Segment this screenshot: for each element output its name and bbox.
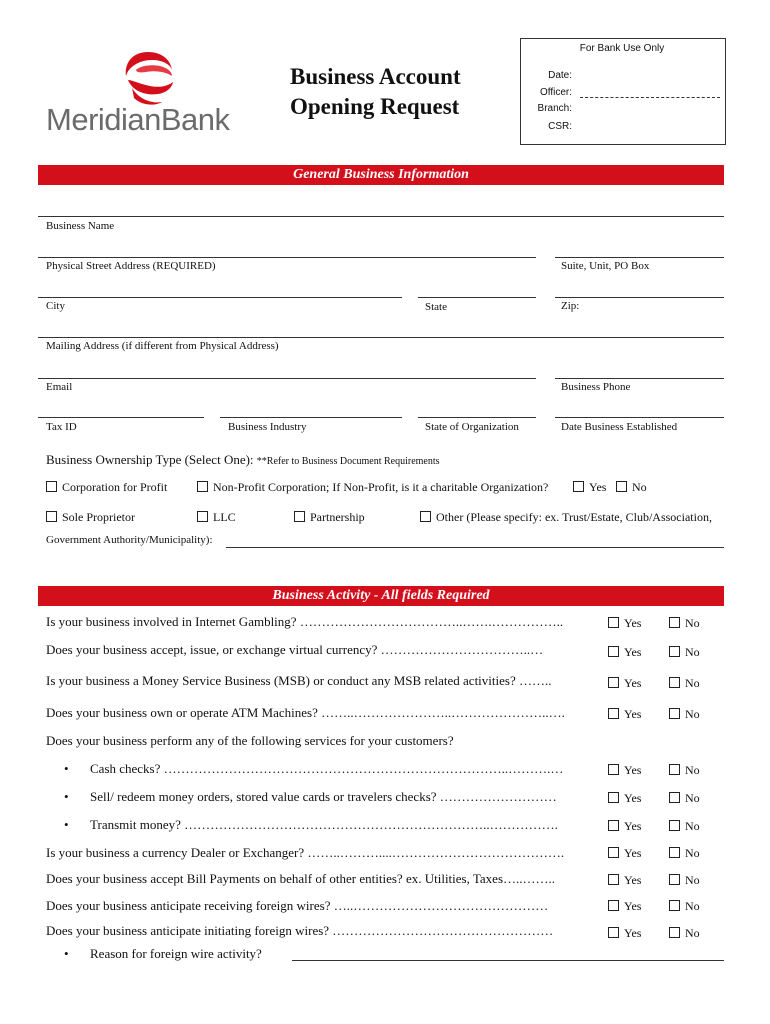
- checkbox[interactable]: [669, 820, 680, 831]
- q-initiating-wires-yes[interactable]: [608, 926, 641, 941]
- government-label: Government Authority/Municipality):: [46, 534, 213, 546]
- business-activity-heading: Business Activity - All fields Required: [38, 586, 724, 606]
- zip-label: Zip:: [561, 300, 580, 312]
- checkbox[interactable]: [669, 792, 680, 803]
- city-label: City: [46, 300, 65, 312]
- no-label: No: [685, 846, 700, 860]
- tax-id-line[interactable]: [38, 417, 204, 418]
- date-established-line[interactable]: [555, 417, 724, 418]
- q-transmit-money-yes[interactable]: [608, 819, 641, 834]
- q-virtual-currency-yes[interactable]: [608, 645, 641, 660]
- ownership-heading-text: Business Ownership Type (Select One):: [46, 452, 257, 467]
- q-money-orders: Sell/ redeem money orders, stored value cards or travelers checks? ………………………: [90, 789, 557, 804]
- wire-reason-line[interactable]: [292, 960, 724, 961]
- checkbox[interactable]: [616, 481, 627, 492]
- checkbox[interactable]: [608, 900, 619, 911]
- no-label: No: [685, 819, 700, 833]
- no-label: No: [685, 899, 700, 913]
- business-name-label: Business Name: [46, 220, 115, 232]
- q-initiating-wires-no[interactable]: [669, 926, 700, 941]
- option-llc[interactable]: [197, 510, 236, 525]
- yes-label: Yes: [624, 676, 642, 690]
- option-other-label: Other (Please specify: ex. Trust/Estate, Club/Association,: [436, 510, 712, 524]
- date-label: Date:: [548, 70, 572, 81]
- checkbox[interactable]: [608, 646, 619, 657]
- bank-use-heading: For Bank Use Only: [579, 43, 665, 54]
- bullet: •: [64, 817, 69, 832]
- checkbox[interactable]: [608, 677, 619, 688]
- city-line[interactable]: [38, 297, 402, 298]
- no-label: No: [685, 616, 700, 630]
- physical-address-line[interactable]: [38, 257, 536, 258]
- general-info-heading: General Business Information: [38, 165, 724, 185]
- tax-id-label: Tax ID: [46, 421, 77, 433]
- zip-line[interactable]: [555, 297, 724, 298]
- option-sole-label: Sole Proprietor: [62, 510, 135, 524]
- option-nonprofit-label: Non-Profit Corporation; If Non-Profit, is it a charitable Organization?: [213, 480, 549, 494]
- q-cash-checks-no[interactable]: [669, 763, 700, 778]
- yes-label: Yes: [624, 819, 642, 833]
- checkbox[interactable]: [608, 820, 619, 831]
- q-bill-payments-yes[interactable]: [608, 873, 641, 888]
- checkbox[interactable]: [197, 481, 208, 492]
- q-cash-checks-yes[interactable]: [608, 763, 641, 778]
- yes-label: Yes: [624, 926, 642, 940]
- checkbox[interactable]: [294, 511, 305, 522]
- q-internet-gambling-no[interactable]: [669, 616, 700, 631]
- option-corp-profit[interactable]: [46, 480, 167, 495]
- yes-label: Yes: [624, 873, 642, 887]
- ownership-note: **Refer to Business Document Requirements: [256, 456, 440, 467]
- option-llc-label: LLC: [213, 510, 236, 524]
- q-msb-no[interactable]: [669, 676, 700, 691]
- checkbox[interactable]: [669, 847, 680, 858]
- charitable-no[interactable]: [616, 480, 647, 495]
- ownership-heading: [46, 451, 440, 469]
- bullet: •: [64, 789, 69, 804]
- q-transmit-money-no[interactable]: [669, 819, 700, 834]
- yes-label: Yes: [624, 707, 642, 721]
- industry-label: Business Industry: [228, 421, 307, 433]
- checkbox[interactable]: [669, 927, 680, 938]
- q-internet-gambling-yes[interactable]: [608, 616, 641, 631]
- officer-label: Officer:: [539, 87, 572, 98]
- officer-line[interactable]: [580, 97, 720, 98]
- checkbox[interactable]: [46, 481, 57, 492]
- checkbox[interactable]: [420, 511, 431, 522]
- date-established-label: Date Business Established: [561, 421, 678, 433]
- physical-address-label: Physical Street Address (REQUIRED): [46, 260, 216, 272]
- option-nonprofit[interactable]: [197, 480, 548, 495]
- form-title-line1: Business Account: [290, 64, 461, 89]
- q-transmit-money: Transmit money? ……………………………………………………………..…………….: [90, 817, 558, 832]
- q-msb-yes[interactable]: [608, 676, 641, 691]
- csr-label: CSR:: [548, 121, 572, 132]
- q-bill-payments-no[interactable]: [669, 873, 700, 888]
- checkbox[interactable]: [197, 511, 208, 522]
- bank-logo-text: MeridianBank: [46, 102, 230, 137]
- checkbox[interactable]: [608, 708, 619, 719]
- charitable-no-label: No: [632, 480, 647, 494]
- q-cash-checks: Cash checks? ……………………………………………………………………..……….…: [90, 761, 564, 776]
- suite-line[interactable]: [555, 257, 724, 258]
- q-money-orders-no[interactable]: [669, 791, 700, 806]
- state-line[interactable]: [418, 297, 536, 298]
- option-partnership-label: Partnership: [310, 510, 365, 524]
- q-atm-no[interactable]: [669, 707, 700, 722]
- yes-label: Yes: [624, 616, 642, 630]
- q-wire-reason: Reason for foreign wire activity?: [90, 946, 262, 961]
- no-label: No: [685, 676, 700, 690]
- business-phone-label: Business Phone: [561, 381, 631, 393]
- q-virtual-currency-no[interactable]: [669, 645, 700, 660]
- state-org-label: State of Organization: [425, 421, 519, 433]
- email-line[interactable]: [38, 378, 536, 379]
- q-atm: Does your business own or operate ATM Machines? ……..…………………..…………………..….: [46, 705, 565, 720]
- checkbox[interactable]: [608, 847, 619, 858]
- checkbox[interactable]: [669, 764, 680, 775]
- state-label: State: [425, 301, 447, 313]
- q-msb: Is your business a Money Service Business (MSB) or conduct any MSB related activities? ……..: [46, 673, 552, 688]
- yes-label: Yes: [624, 645, 642, 659]
- mailing-address-label: Mailing Address (if different from Physical Address): [46, 340, 279, 352]
- charitable-yes[interactable]: [573, 480, 606, 495]
- checkbox[interactable]: [669, 708, 680, 719]
- q-internet-gambling: Is your business involved in Internet Gambling? ………………………………..…….……………..: [46, 614, 564, 629]
- checkbox[interactable]: [669, 874, 680, 885]
- yes-label: Yes: [624, 763, 642, 777]
- yes-label: Yes: [624, 846, 642, 860]
- option-corp-profit-label: Corporation for Profit: [62, 480, 168, 494]
- meridian-swirl-logo-icon: [118, 46, 178, 110]
- charitable-yes-label: Yes: [589, 480, 607, 494]
- checkbox[interactable]: [669, 646, 680, 657]
- option-other[interactable]: [420, 510, 712, 525]
- q-receiving-wires-no[interactable]: [669, 899, 700, 914]
- no-label: No: [685, 791, 700, 805]
- branch-label: Branch:: [537, 103, 572, 114]
- business-name-line[interactable]: [38, 216, 724, 217]
- checkbox[interactable]: [608, 764, 619, 775]
- checkbox[interactable]: [669, 677, 680, 688]
- other-specify-line[interactable]: [226, 547, 724, 548]
- q-money-orders-yes[interactable]: [608, 791, 641, 806]
- q-bill-payments: Does your business accept Bill Payments on behalf of other entities? ex. Utilities, Taxes…..……..: [46, 871, 555, 886]
- bullet: •: [64, 761, 69, 776]
- suite-label: Suite, Unit, PO Box: [561, 260, 650, 272]
- yes-label: Yes: [624, 899, 642, 913]
- q-initiating-wires: Does your business anticipate initiating foreign wires? ……………………………………………: [46, 923, 554, 938]
- q-receiving-wires: Does your business anticipate receiving foreign wires? …..………………………………………: [46, 898, 549, 913]
- q-currency-dealer: Is your business a currency Dealer or Exchanger? ……..………....………………………………….: [46, 845, 565, 860]
- mailing-address-line[interactable]: [38, 337, 724, 338]
- form-title-line2: Opening Request: [290, 94, 460, 119]
- industry-line[interactable]: [220, 417, 402, 418]
- state-org-line[interactable]: [418, 417, 536, 418]
- email-label: Email: [46, 381, 73, 393]
- no-label: No: [685, 707, 700, 721]
- checkbox[interactable]: [608, 927, 619, 938]
- q-virtual-currency: Does your business accept, issue, or exchange virtual currency? ……………………………..…: [46, 642, 544, 657]
- option-partnership[interactable]: [294, 510, 365, 525]
- business-phone-line[interactable]: [555, 378, 724, 379]
- checkbox[interactable]: [669, 900, 680, 911]
- q-receiving-wires-yes[interactable]: [608, 899, 641, 914]
- checkbox[interactable]: [608, 617, 619, 628]
- checkbox[interactable]: [669, 617, 680, 628]
- bullet: •: [64, 946, 69, 961]
- q-services: Does your business perform any of the following services for your customers?: [46, 733, 454, 748]
- q-currency-dealer-yes[interactable]: [608, 846, 641, 861]
- no-label: No: [685, 763, 700, 777]
- q-currency-dealer-no[interactable]: [669, 846, 700, 861]
- no-label: No: [685, 926, 700, 940]
- yes-label: Yes: [624, 791, 642, 805]
- checkbox[interactable]: [573, 481, 584, 492]
- checkbox[interactable]: [46, 511, 57, 522]
- checkbox[interactable]: [608, 792, 619, 803]
- no-label: No: [685, 873, 700, 887]
- q-atm-yes[interactable]: [608, 707, 641, 722]
- checkbox[interactable]: [608, 874, 619, 885]
- option-sole-proprietor[interactable]: [46, 510, 135, 525]
- no-label: No: [685, 645, 700, 659]
